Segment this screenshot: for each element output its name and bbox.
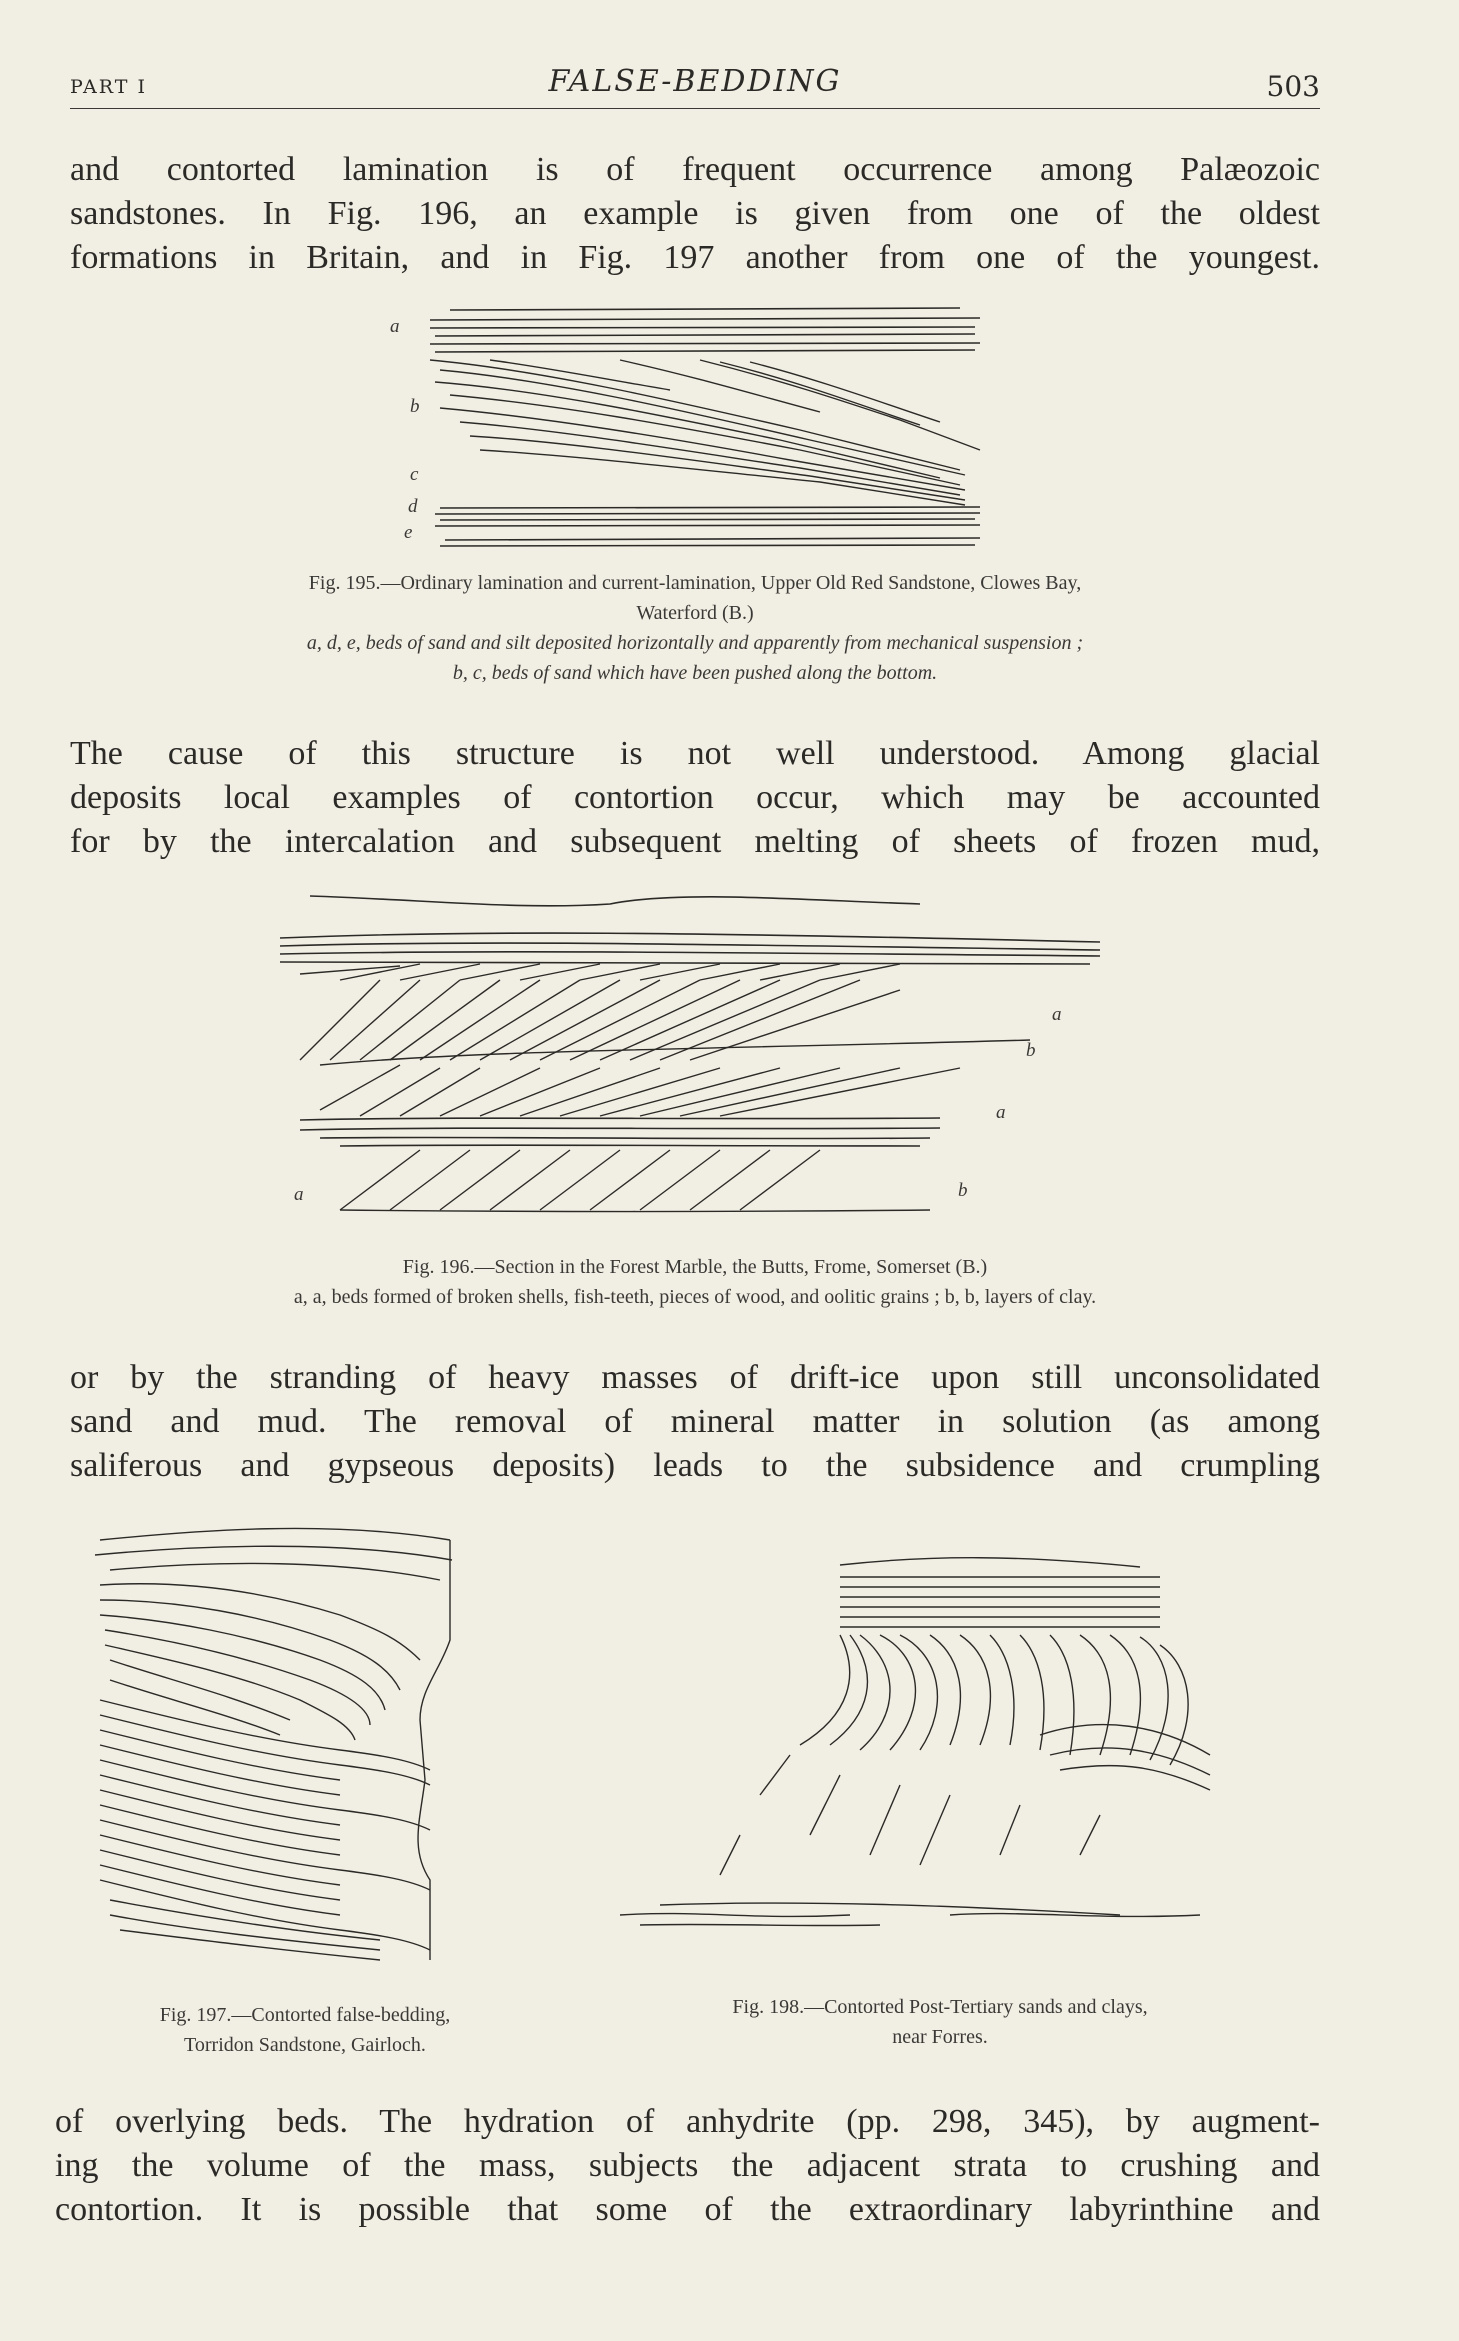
paragraph-2 xyxy=(70,732,1320,864)
fig196-label-b: b xyxy=(1026,1040,1036,1061)
text-line: formations in Britain, and in Fig. 197 another from one of the youngest. xyxy=(70,239,1320,276)
figure-195-drawing xyxy=(420,300,1010,550)
fig195-label-e: e xyxy=(404,522,413,543)
fig196-label-b-2: b xyxy=(958,1180,968,1201)
caption-line: Fig. 197.—Contorted false-bedding, xyxy=(159,2004,451,2026)
caption-line: Fig. 195.—Ordinary lamination and current-lamination, Upper Old Red Sandstone, Clowes Bay, xyxy=(308,572,1082,594)
fig196-label-a: a xyxy=(1052,1004,1062,1025)
legend-line: b, c, beds of sand which have been pushed along the bottom. xyxy=(452,662,938,684)
fig195-label-d: d xyxy=(408,496,418,517)
paragraph-3 xyxy=(70,1356,1320,1488)
text-line: ing the volume of the mass, subjects the adjacent strata to crushing and xyxy=(55,2147,1320,2184)
figure-195-caption xyxy=(70,568,1320,688)
legend-line: a, a, beds formed of broken shells, fish-teeth, pieces of wood, and oolitic grains ; b, b, layers of clay. xyxy=(293,1286,1097,1308)
caption-line: near Forres. xyxy=(892,2026,988,2048)
figure-196-drawing xyxy=(280,880,1110,1220)
chapter-title: FALSE-BEDDING xyxy=(548,64,842,99)
text-line: for by the intercalation and subsequent melting of sheets of frozen mud, xyxy=(70,823,1320,860)
fig196-label-a-2: a xyxy=(996,1102,1006,1123)
caption-line: Torridon Sandstone, Gairloch. xyxy=(184,2034,426,2056)
paragraph-4 xyxy=(55,2100,1320,2232)
text-line: of overlying beds. The hydration of anhydrite (pp. 298, 345), by augment- xyxy=(55,2103,1320,2140)
text-line: and contorted lamination is of frequent occurrence among Palæozoic xyxy=(70,151,1320,188)
page-number: 503 xyxy=(1266,70,1320,103)
paragraph-1 xyxy=(70,148,1320,280)
caption-line: Waterford (B.) xyxy=(636,602,754,624)
text-line: contortion. It is possible that some of the extraordinary labyrinthine and xyxy=(55,2191,1320,2228)
caption-line: Fig. 196.—Section in the Forest Marble, the Butts, Frome, Somerset (B.) xyxy=(402,1256,988,1278)
text-line: sandstones. In Fig. 196, an example is given from one of the oldest xyxy=(70,195,1320,232)
text-line: sand and mud. The removal of mineral matter in solution (as among xyxy=(70,1403,1320,1440)
figure-196-caption xyxy=(70,1252,1320,1312)
text-line: saliferous and gypseous deposits) leads to the subsidence and crumpling xyxy=(70,1447,1320,1484)
text-line: or by the stranding of heavy masses of drift-ice upon still unconsolidated xyxy=(70,1359,1320,1396)
fig195-label-b: b xyxy=(410,396,420,417)
figure-198-drawing xyxy=(600,1555,1220,1975)
fig195-label-a: a xyxy=(390,316,400,337)
figure-197-caption xyxy=(70,2000,540,2060)
fig195-label-c: c xyxy=(410,464,419,485)
part-label: PART I xyxy=(70,76,147,98)
text-line: deposits local examples of contortion occur, which may be accounted xyxy=(70,779,1320,816)
running-head xyxy=(70,64,1320,109)
text-line: The cause of this structure is not well understood. Among glacial xyxy=(70,735,1320,772)
fig196-label-a-3: a xyxy=(294,1184,304,1205)
caption-line: Fig. 198.—Contorted Post-Tertiary sands and clays, xyxy=(732,1996,1148,2018)
legend-line: a, d, e, beds of sand and silt deposited horizontally and apparently from mechanical suspension ; xyxy=(306,632,1084,654)
figure-197-drawing xyxy=(80,1520,480,1970)
figure-198-caption xyxy=(620,1992,1260,2052)
